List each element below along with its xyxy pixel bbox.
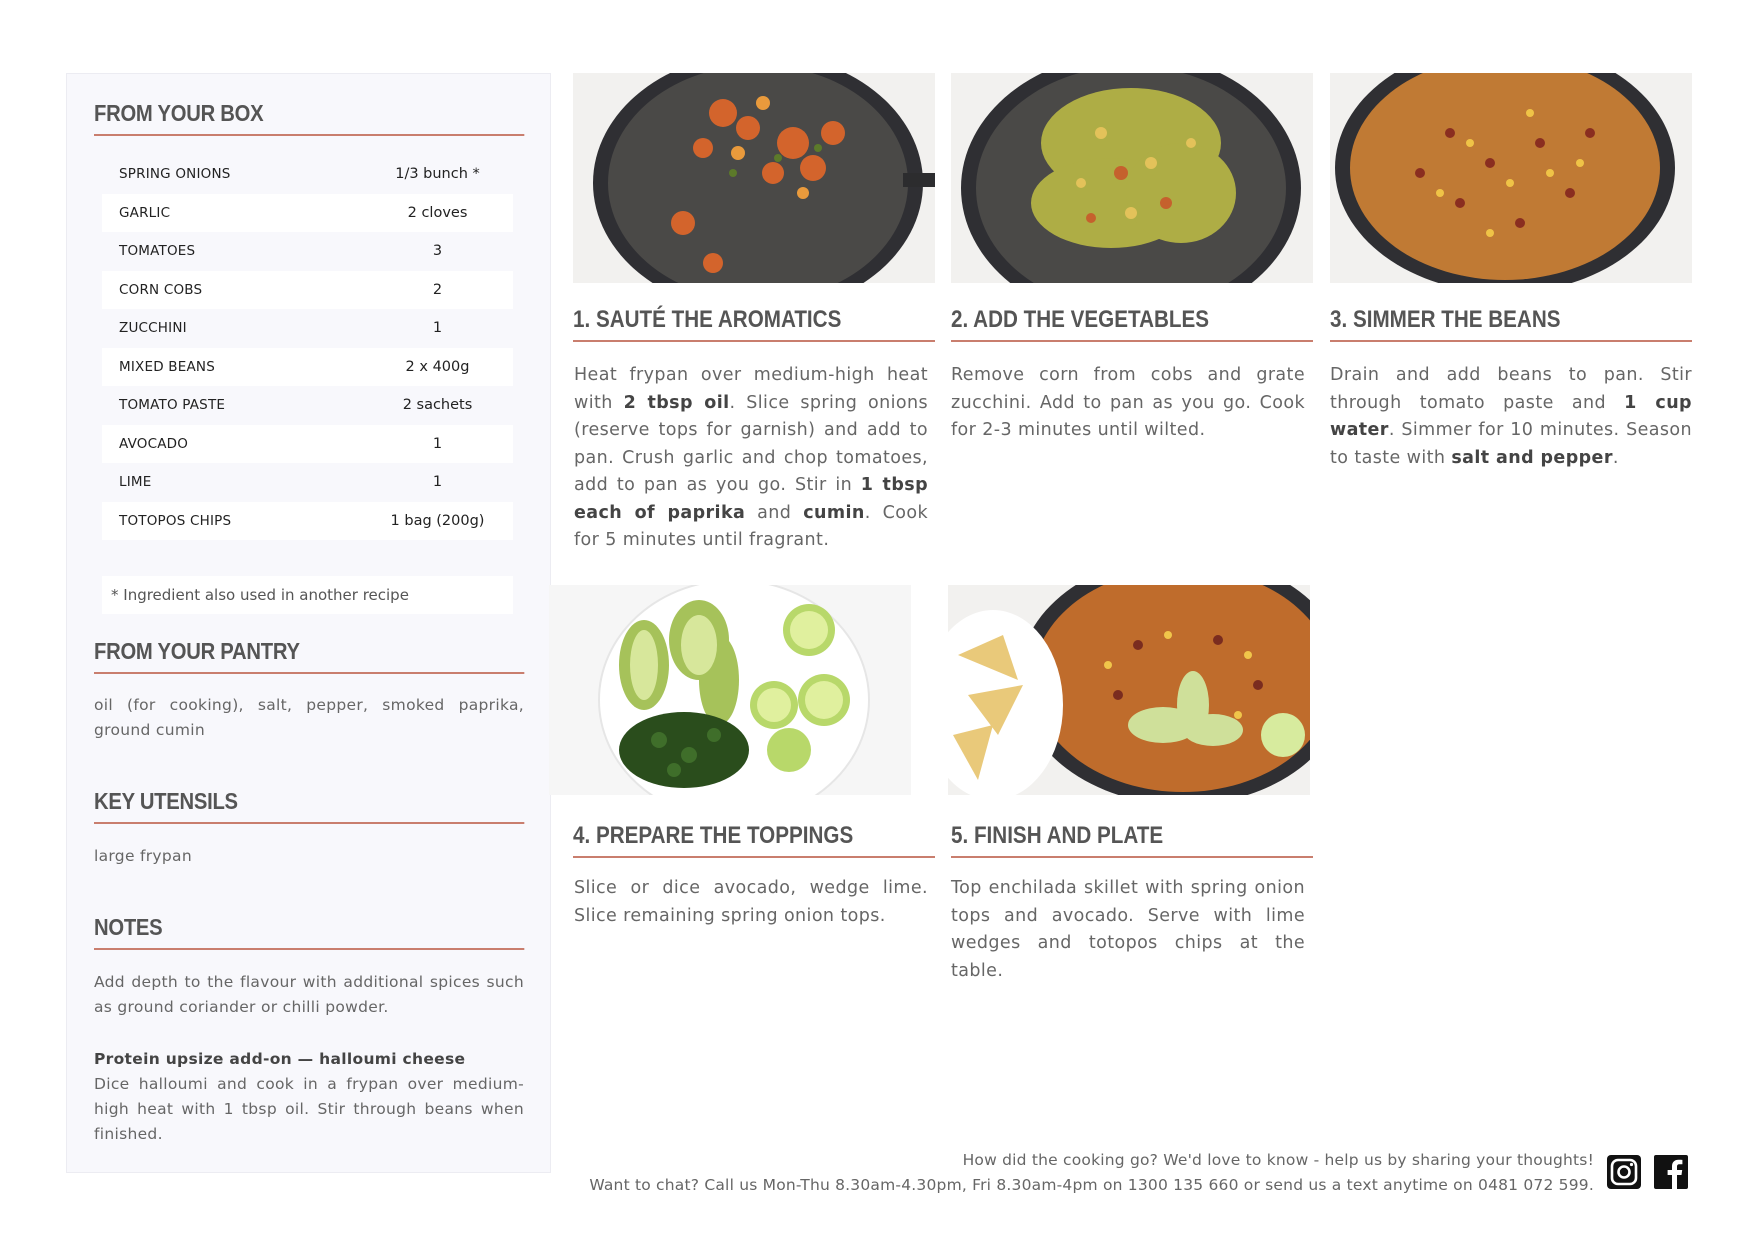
ingredient-row bbox=[102, 502, 513, 541]
ingredient-name: LIME bbox=[119, 474, 152, 491]
ingredient-row bbox=[102, 309, 513, 348]
facebook-icon[interactable] bbox=[1653, 1154, 1689, 1190]
from-your-pantry-heading: FROM YOUR PANTRY bbox=[94, 638, 524, 674]
ingredient-name: TOMATOES bbox=[119, 243, 196, 260]
step-3-title: 3. SIMMER THE BEANS bbox=[1330, 306, 1692, 342]
ingredient-row bbox=[102, 232, 513, 271]
ingredient-quantity: 1 bbox=[432, 435, 443, 452]
step-1-title: 1. SAUTÉ THE AROMATICS bbox=[573, 306, 935, 342]
notes-heading: NOTES bbox=[94, 914, 524, 950]
ingredient-quantity: 1/3 bunch * bbox=[395, 166, 480, 183]
ingredient-footnote: * Ingredient also used in another recipe bbox=[102, 576, 513, 614]
step-3-photo bbox=[1330, 73, 1692, 283]
step-2-title: 2. ADD THE VEGETABLES bbox=[951, 306, 1313, 342]
ingredient-name: CORN COBS bbox=[119, 281, 203, 298]
from-your-box-heading: FROM YOUR BOX bbox=[94, 100, 524, 136]
ingredient-name: MIXED BEANS bbox=[119, 358, 215, 375]
notes-text: Add depth to the flavour with additional spices such as ground coriander or chilli powder. bbox=[94, 973, 524, 1016]
ingredient-quantity: 2 cloves bbox=[407, 204, 468, 221]
step-4-photo bbox=[549, 585, 911, 795]
ingredient-quantity: 2 bbox=[432, 281, 443, 298]
step-4-title: 4. PREPARE THE TOPPINGS bbox=[573, 822, 935, 858]
ingredient-name: TOMATO PASTE bbox=[119, 397, 226, 414]
ingredient-name: TOTOPOS CHIPS bbox=[119, 512, 232, 529]
ingredient-row bbox=[102, 155, 513, 194]
step-1-photo bbox=[573, 73, 935, 283]
key-utensils-heading: KEY UTENSILS bbox=[94, 788, 524, 824]
ingredient-quantity: 1 bag (200g) bbox=[390, 512, 485, 529]
feedback-footer bbox=[589, 1148, 1594, 1198]
step-3-text: Drain and add beans to pan. Stir through tomato paste and 1 cup water. Simmer for 10 minutes. Season to taste with salt and pepper. bbox=[1330, 365, 1692, 468]
contact-line: Want to chat? Call us Mon-Thu 8.30am-4.30pm, Fri 8.30am-4pm on 1300 135 660 or send us a text anytime on 0481 072 599. bbox=[589, 1176, 1594, 1194]
step-1-text: Heat frypan over medium-high heat with 2 tbsp oil. Slice spring onions (reserve tops for garnish) and add to pan. Crush garlic and chop tomatoes, add to pan as you go. Stir in 1 tbsp each of paprika and cumin. Cook for 5 minutes until fragrant. bbox=[574, 365, 928, 550]
ingredient-row bbox=[102, 425, 513, 464]
ingredient-name: ZUCCHINI bbox=[119, 320, 187, 337]
feedback-line: How did the cooking go? We'd love to know - help us by sharing your thoughts! bbox=[962, 1151, 1594, 1169]
ingredient-row bbox=[102, 348, 513, 387]
ingredient-name: GARLIC bbox=[119, 204, 171, 221]
ingredient-quantity: 2 sachets bbox=[402, 397, 473, 414]
step-5-title: 5. FINISH AND PLATE bbox=[951, 822, 1313, 858]
ingredient-quantity: 1 bbox=[432, 474, 443, 491]
ingredients-sidebar bbox=[66, 73, 551, 1173]
step-2-photo bbox=[951, 73, 1313, 283]
ingredient-quantity: 3 bbox=[432, 243, 443, 260]
instagram-icon[interactable] bbox=[1606, 1154, 1642, 1190]
addon-title: Protein upsize add-on — halloumi cheese bbox=[94, 1050, 466, 1068]
ingredient-row bbox=[102, 271, 513, 310]
ingredient-name: AVOCADO bbox=[119, 435, 189, 452]
step-5-text: Top enchilada skillet with spring onion tops and avocado. Serve with lime wedges and totopos chips at the table. bbox=[951, 878, 1305, 981]
addon-text: Dice halloumi and cook in a frypan over medium-high heat with 1 tbsp oil. Stir through beans when finished. bbox=[94, 1075, 524, 1143]
ingredient-name: SPRING ONIONS bbox=[119, 166, 231, 183]
pantry-text: oil (for cooking), salt, pepper, smoked paprika, ground cumin bbox=[94, 696, 524, 739]
step-4-text: Slice or dice avocado, wedge lime. Slice remaining spring onion tops. bbox=[574, 878, 928, 926]
step-5-photo bbox=[948, 585, 1310, 795]
ingredient-row bbox=[102, 463, 513, 502]
ingredients-table bbox=[102, 155, 513, 540]
utensils-text: large frypan bbox=[94, 847, 192, 865]
ingredient-row bbox=[102, 194, 513, 233]
step-2-text: Remove corn from cobs and grate zucchini. Add to pan as you go. Cook for 2-3 minutes until wilted. bbox=[951, 365, 1305, 440]
ingredient-quantity: 2 x 400g bbox=[405, 358, 470, 375]
ingredient-row bbox=[102, 386, 513, 425]
ingredient-quantity: 1 bbox=[432, 320, 443, 337]
